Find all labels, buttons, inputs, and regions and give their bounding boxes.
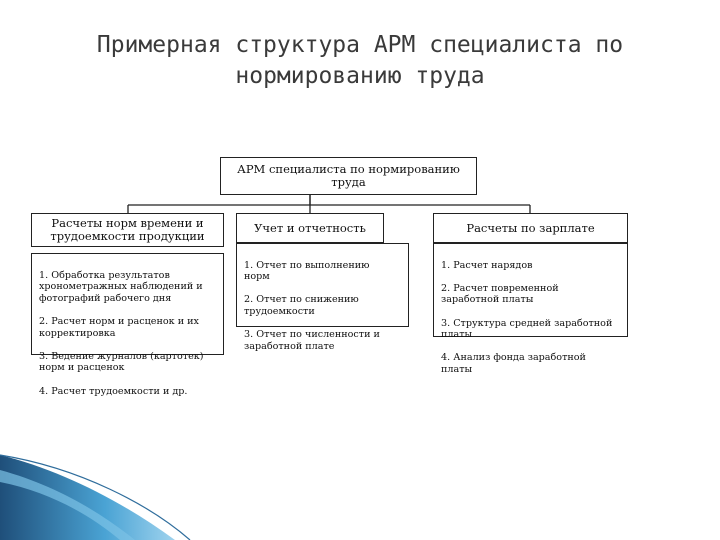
column-3-header-label: Расчеты по зарплате [466, 220, 595, 235]
column-1-header-label: Расчеты норм времени и трудоемкости продукции [50, 216, 205, 243]
column-1-item-4: 4. Расчет трудоемкости и др. [39, 385, 188, 397]
column-1-item-1: 1. Обработка результатов хронометражных наблюдений и фотографий рабочего дня [39, 269, 203, 304]
column-3-item-4: 4. Анализ фонда заработной платы [441, 352, 586, 375]
column-1-item-2: 2. Расчет норм и расценок и их корректировка [39, 315, 199, 339]
column-2-item-1: 1. Отчет по выполнению норм [244, 259, 370, 283]
column-2-item-3: 3. Отчет по численности и заработной плате [244, 329, 380, 352]
column-2-item-2: 2. Отчет по снижению трудоемкости [244, 294, 359, 317]
column-3-item-2: 2. Расчет повременной заработной платы [441, 282, 559, 306]
root-label: АРМ специалиста по нормированию труда [237, 162, 460, 189]
column-2-header-label: Учет и отчетность [254, 220, 366, 235]
column-3-item-1: 1. Расчет нарядов [441, 259, 533, 271]
column-3-item-3: 3. Структура средней заработной платы [441, 317, 613, 341]
title-line-2: нормированию труда [235, 63, 485, 89]
column-1-item-3: 3. Ведение журналов (картотек) норм и расценок [39, 350, 204, 374]
title-line-1: Примерная структура АРМ специалиста по [96, 32, 624, 58]
swoosh-shape [0, 455, 175, 540]
